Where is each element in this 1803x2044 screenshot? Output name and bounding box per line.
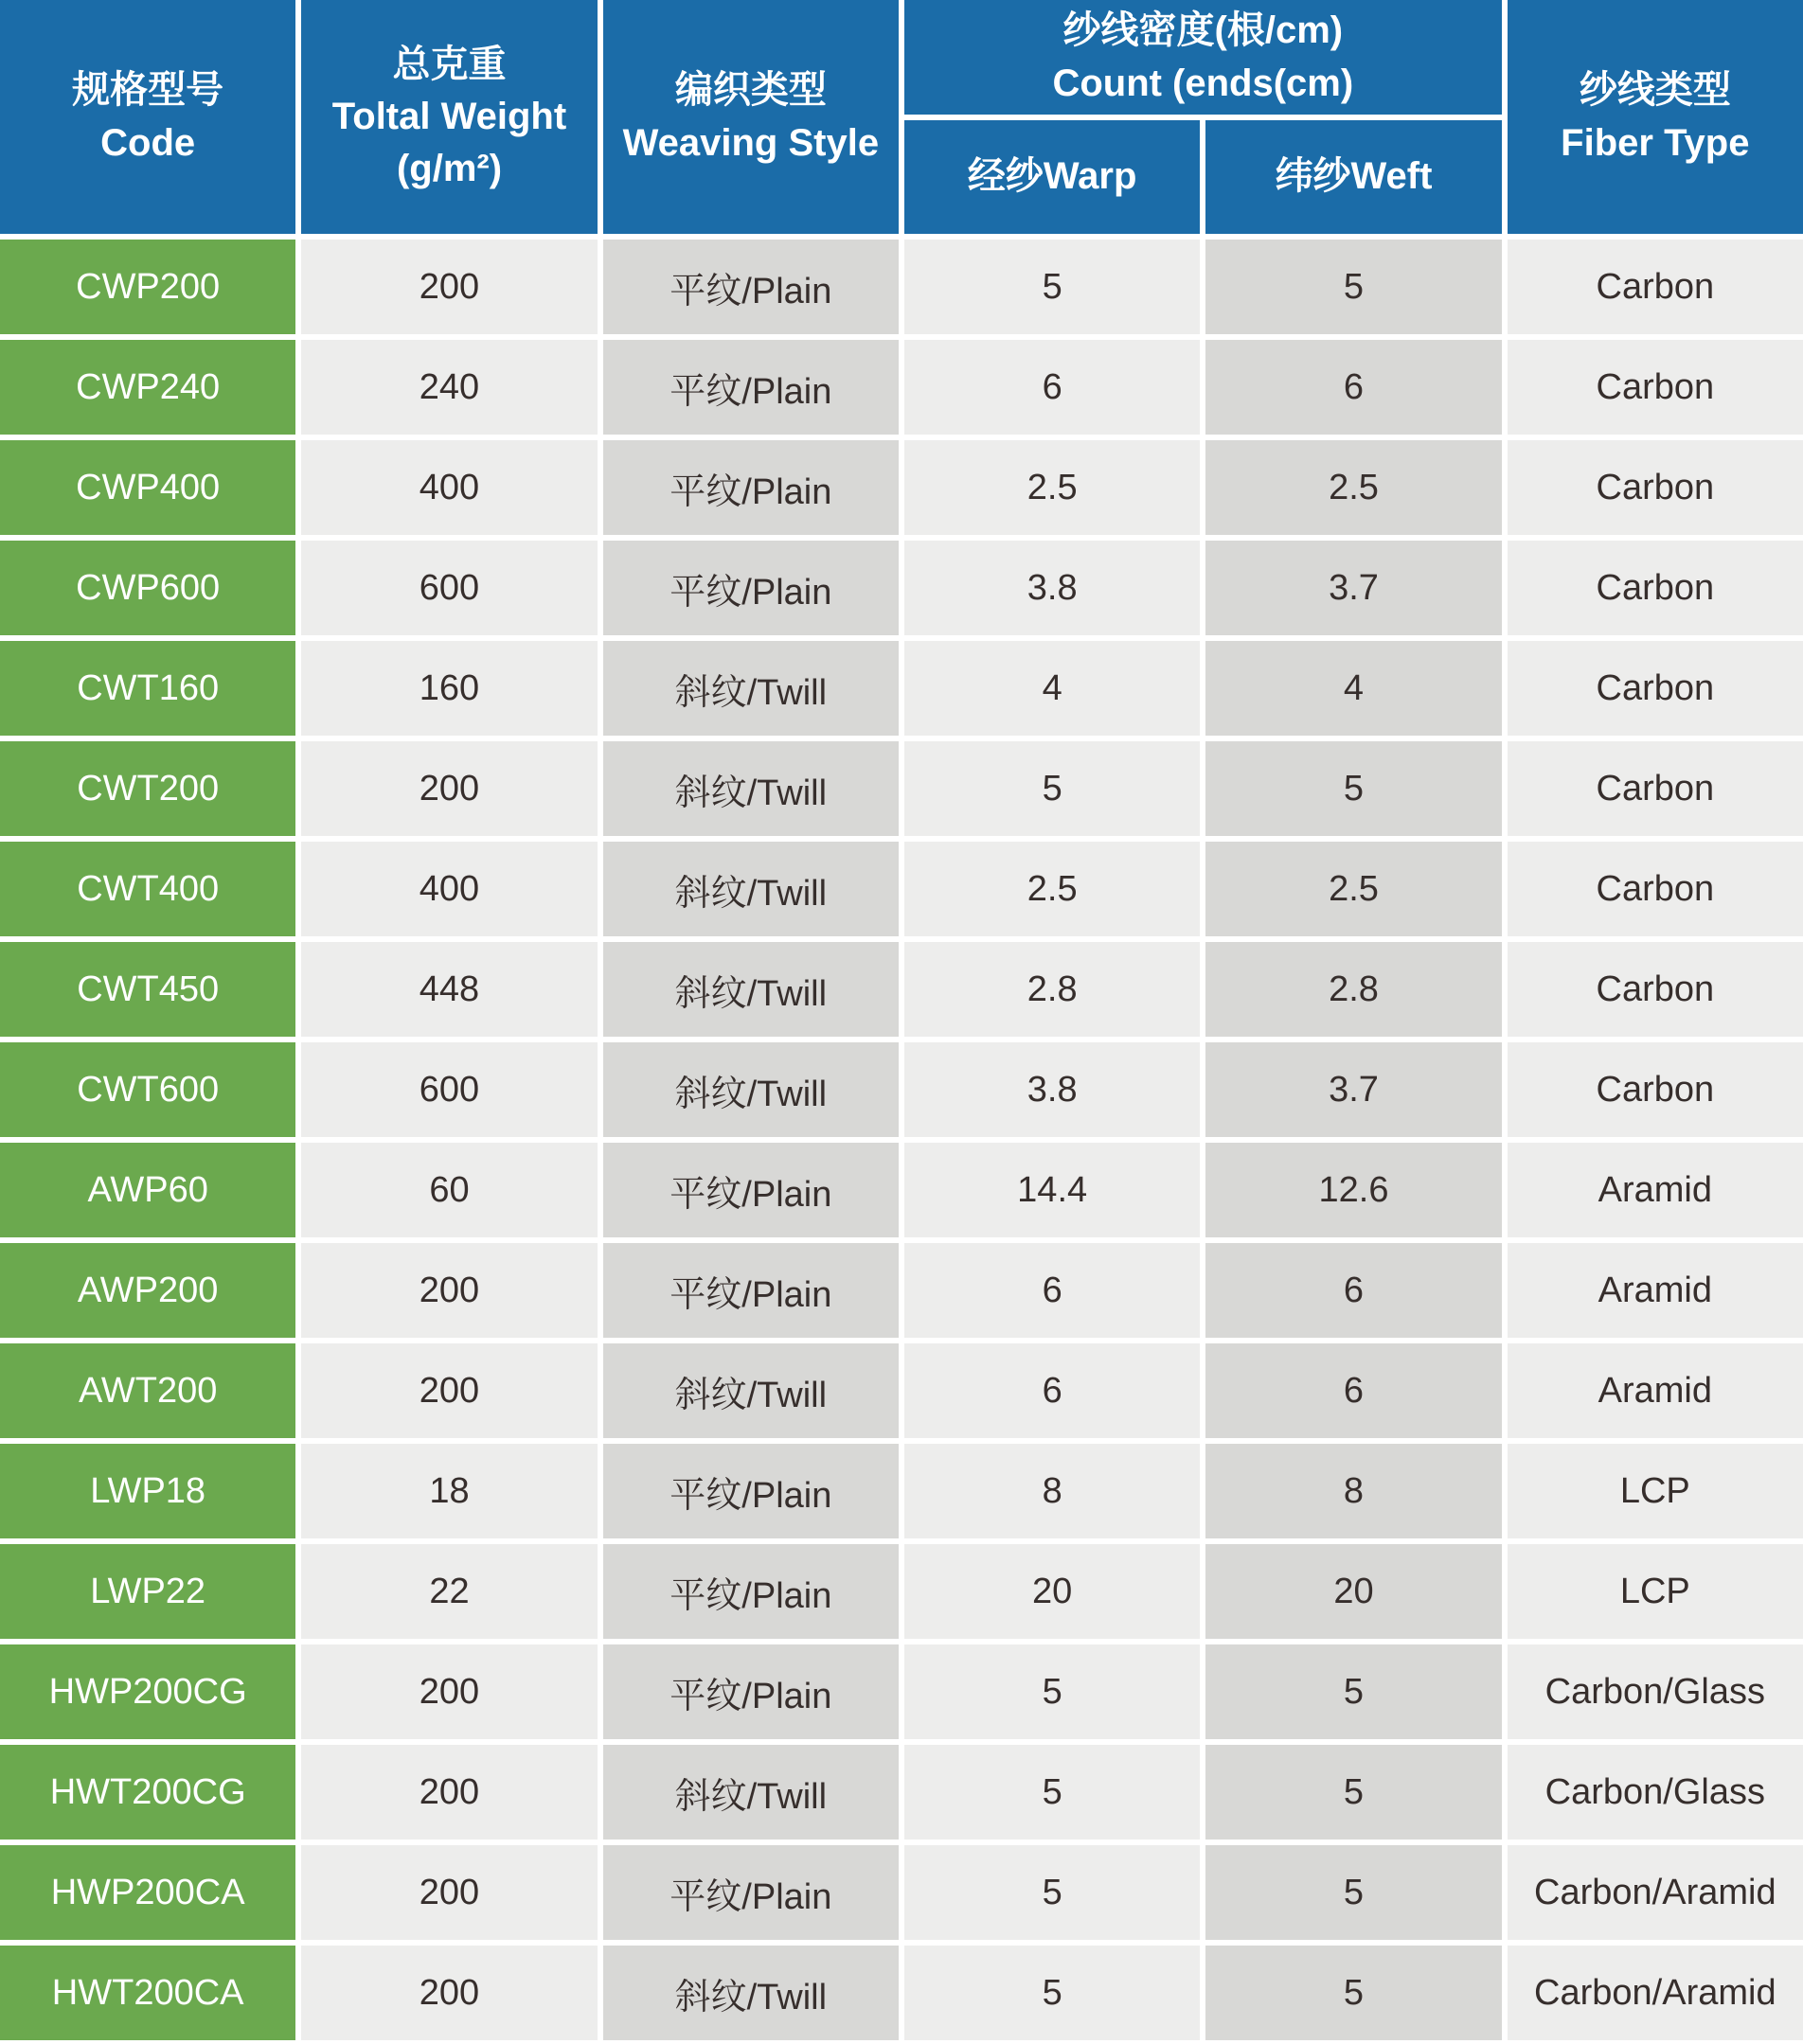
cell-total-weight: 18 (301, 1444, 597, 1538)
cell-total-weight: 240 (301, 340, 597, 435)
cell-total-weight: 200 (301, 741, 597, 836)
cell-weft-count: 6 (1205, 1243, 1501, 1338)
cell-warp-count: 8 (904, 1444, 1200, 1538)
cell-warp-count: 3.8 (904, 1042, 1200, 1137)
cell-weft-count: 3.7 (1205, 1042, 1501, 1137)
cell-fiber-type: Carbon (1508, 741, 1803, 836)
cell-weaving-style: 斜纹/Twill (603, 641, 899, 736)
cell-code: HWP200CA (0, 1845, 295, 1940)
cell-code: AWP200 (0, 1243, 295, 1338)
col-header-fiber-type-en: Fiber Type (1561, 121, 1750, 164)
cell-weft-count: 20 (1205, 1544, 1501, 1639)
cell-warp-count: 3.8 (904, 541, 1200, 635)
cell-fiber-type: Aramid (1508, 1143, 1803, 1237)
col-header-fiber-type-zh: 纱线类型 (1579, 69, 1731, 112)
cell-warp-count: 2.5 (904, 440, 1200, 535)
cell-code: CWT600 (0, 1042, 295, 1137)
col-header-yarn-count-en: Count (ends(cm) (1052, 62, 1354, 104)
cell-weaving-style: 平纹/Plain (603, 1243, 899, 1338)
cell-total-weight: 448 (301, 942, 597, 1037)
cell-warp-count: 5 (904, 1644, 1200, 1739)
cell-weft-count: 5 (1205, 240, 1501, 334)
cell-warp-count: 5 (904, 240, 1200, 334)
cell-fiber-type: Carbon (1508, 541, 1803, 635)
cell-fiber-type: Carbon (1508, 340, 1803, 435)
cell-weft-count: 5 (1205, 741, 1501, 836)
cell-warp-count: 5 (904, 741, 1200, 836)
cell-warp-count: 6 (904, 340, 1200, 435)
col-header-total-weight-unit: (g/m²) (396, 148, 503, 190)
cell-weft-count: 2.8 (1205, 942, 1501, 1037)
cell-fiber-type: Carbon/Glass (1508, 1644, 1803, 1739)
col-header-fiber-type (1508, 0, 1803, 234)
cell-weaving-style: 平纹/Plain (603, 1845, 899, 1940)
cell-warp-count: 2.8 (904, 942, 1200, 1037)
cell-weft-count: 5 (1205, 1845, 1501, 1940)
cell-code: LWP22 (0, 1544, 295, 1639)
cell-fiber-type: Carbon (1508, 240, 1803, 334)
cell-weaving-style: 斜纹/Twill (603, 741, 899, 836)
cell-code: CWT450 (0, 942, 295, 1037)
cell-weaving-style: 平纹/Plain (603, 1444, 899, 1538)
col-header-code-en: Code (100, 121, 196, 164)
cell-code: CWT160 (0, 641, 295, 736)
cell-fiber-type: Aramid (1508, 1243, 1803, 1338)
cell-fiber-type: Carbon (1508, 842, 1803, 936)
cell-weft-count: 3.7 (1205, 541, 1501, 635)
col-header-total-weight-zh: 总克重 (392, 43, 507, 85)
cell-warp-count: 5 (904, 1845, 1200, 1940)
cell-code: HWT200CG (0, 1745, 295, 1840)
cell-total-weight: 400 (301, 842, 597, 936)
cell-code: CWP240 (0, 340, 295, 435)
col-header-warp (904, 120, 1200, 234)
cell-fiber-type: Carbon/Glass (1508, 1745, 1803, 1840)
cell-warp-count: 5 (904, 1946, 1200, 2040)
cell-weaving-style: 斜纹/Twill (603, 842, 899, 936)
col-header-code-zh: 规格型号 (72, 69, 224, 112)
cell-total-weight: 200 (301, 240, 597, 334)
cell-total-weight: 160 (301, 641, 597, 736)
cell-code: CWT200 (0, 741, 295, 836)
cell-code: LWP18 (0, 1444, 295, 1538)
col-header-total-weight (301, 0, 597, 234)
cell-weaving-style: 平纹/Plain (603, 340, 899, 435)
col-header-yarn-count (904, 0, 1502, 115)
col-header-weft (1205, 120, 1501, 234)
cell-weaving-style: 平纹/Plain (603, 1143, 899, 1237)
cell-fiber-type: Carbon (1508, 440, 1803, 535)
cell-fiber-type: Carbon (1508, 641, 1803, 736)
col-header-total-weight-en: Toltal Weight (331, 95, 567, 137)
cell-weft-count: 4 (1205, 641, 1501, 736)
cell-total-weight: 200 (301, 1745, 597, 1840)
cell-weaving-style: 平纹/Plain (603, 240, 899, 334)
col-header-code (0, 0, 295, 234)
cell-total-weight: 22 (301, 1544, 597, 1639)
cell-weft-count: 5 (1205, 1644, 1501, 1739)
cell-weaving-style: 斜纹/Twill (603, 1042, 899, 1137)
cell-total-weight: 600 (301, 1042, 597, 1137)
cell-warp-count: 6 (904, 1343, 1200, 1438)
cell-weft-count: 6 (1205, 1343, 1501, 1438)
cell-weaving-style: 平纹/Plain (603, 440, 899, 535)
cell-fiber-type: Aramid (1508, 1343, 1803, 1438)
cell-weaving-style: 斜纹/Twill (603, 1343, 899, 1438)
cell-warp-count: 14.4 (904, 1143, 1200, 1237)
cell-weaving-style: 平纹/Plain (603, 1644, 899, 1739)
cell-fiber-type: Carbon (1508, 942, 1803, 1037)
cell-total-weight: 60 (301, 1143, 597, 1237)
cell-fiber-type: LCP (1508, 1544, 1803, 1639)
cell-weft-count: 12.6 (1205, 1143, 1501, 1237)
cell-total-weight: 200 (301, 1946, 597, 2040)
cell-code: HWT200CA (0, 1946, 295, 2040)
cell-weaving-style: 斜纹/Twill (603, 1745, 899, 1840)
cell-code: AWP60 (0, 1143, 295, 1237)
col-header-weft-label: 纬纱Weft (1275, 155, 1433, 198)
cell-warp-count: 2.5 (904, 842, 1200, 936)
cell-warp-count: 5 (904, 1745, 1200, 1840)
cell-weft-count: 8 (1205, 1444, 1501, 1538)
cell-warp-count: 4 (904, 641, 1200, 736)
cell-weft-count: 5 (1205, 1946, 1501, 2040)
cell-fiber-type: Carbon/Aramid (1508, 1845, 1803, 1940)
cell-weft-count: 5 (1205, 1745, 1501, 1840)
cell-warp-count: 20 (904, 1544, 1200, 1639)
cell-code: CWP200 (0, 240, 295, 334)
cell-weft-count: 2.5 (1205, 842, 1501, 936)
cell-total-weight: 400 (301, 440, 597, 535)
col-header-weaving-style-zh: 编织类型 (674, 69, 827, 112)
cell-warp-count: 6 (904, 1243, 1200, 1338)
cell-weft-count: 6 (1205, 340, 1501, 435)
col-header-weaving-style-en: Weaving Style (622, 121, 880, 164)
cell-total-weight: 200 (301, 1644, 597, 1739)
col-header-warp-label: 经纱Warp (967, 155, 1137, 198)
col-header-yarn-count-zh: 纱线密度(根/cm) (1062, 9, 1344, 52)
cell-code: CWP600 (0, 541, 295, 635)
cell-fiber-type: Carbon (1508, 1042, 1803, 1137)
cell-code: HWP200CG (0, 1644, 295, 1739)
cell-weaving-style: 斜纹/Twill (603, 942, 899, 1037)
cell-weft-count: 2.5 (1205, 440, 1501, 535)
cell-code: CWT400 (0, 842, 295, 936)
cell-total-weight: 200 (301, 1243, 597, 1338)
cell-total-weight: 200 (301, 1343, 597, 1438)
cell-total-weight: 600 (301, 541, 597, 635)
cell-code: AWT200 (0, 1343, 295, 1438)
cell-code: CWP400 (0, 440, 295, 535)
cell-total-weight: 200 (301, 1845, 597, 1940)
cell-fiber-type: LCP (1508, 1444, 1803, 1538)
col-header-weaving-style (603, 0, 899, 234)
cell-fiber-type: Carbon/Aramid (1508, 1946, 1803, 2040)
cell-weaving-style: 平纹/Plain (603, 541, 899, 635)
cell-weaving-style: 斜纹/Twill (603, 1946, 899, 2040)
cell-weaving-style: 平纹/Plain (603, 1544, 899, 1639)
